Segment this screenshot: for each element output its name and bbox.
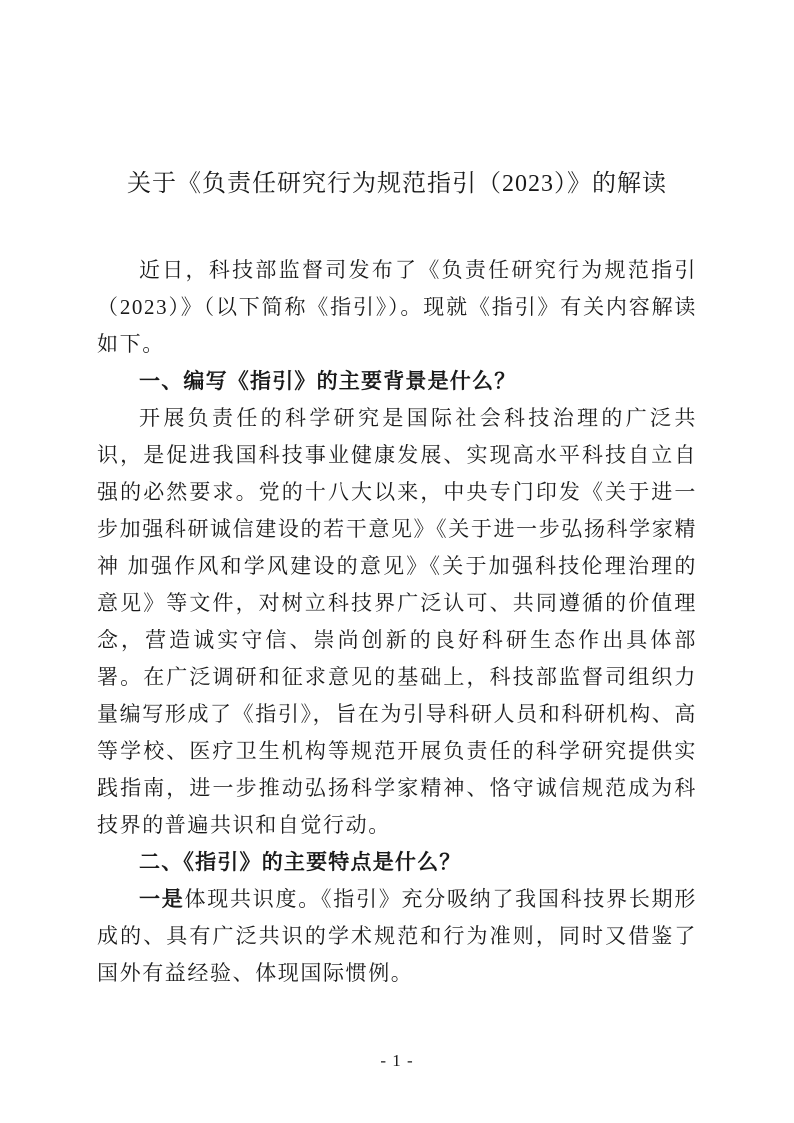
section-1-paragraph: 开展负责任的科学研究是国际社会科技治理的广泛共识，是促进我国科技事业健康发展、实现高水平科技自立自强的必然要求。党的十八大以来，中央专门印发《关于进一步加强科研诚信建设的若干意见》《关于进一步弘扬科学家精神 加强作风和学风建设的意见》《关于加强科技伦理治理的意见》等文件，对树立科技界广泛认可、共同遵循的价值理念，营造诚实守信、崇尚创新的良好科研生态作出具体部署。在广泛调研和征求意见的基础上，科技部监督司组织力量编写形成了《指引》，旨在为引导科研人员和科研机构、高等学校、医疗卫生机构等规范开展负责任的科学研究提供实践指南，进一步推动弘扬科学家精神、恪守诚信规范成为科技界的普遍共识和自觉行动。 bbox=[97, 406, 697, 837]
point-1-lead: 一是 bbox=[139, 888, 185, 911]
section-2-heading: 二、《指引》的主要特点是什么？ bbox=[139, 851, 462, 874]
page-number: - 1 - bbox=[380, 1051, 414, 1070]
intro-paragraph: 近日，科技部监督司发布了《负责任研究行为规范指引（2023）》（以下简称《指引》）。现就《指引》有关内容解读如下。 bbox=[97, 258, 697, 356]
section-1-heading: 一、编写《指引》的主要背景是什么？ bbox=[139, 370, 517, 393]
point-1-text: 体现共识度。《指引》充分吸纳了我国科技界长期形成的、具有广泛共识的学术规范和行为准则，同时又借鉴了国外有益经验、体现国际惯例。 bbox=[97, 887, 697, 985]
point-1-paragraph bbox=[97, 881, 697, 992]
document-title: 关于《负责任研究行为规范指引（2023）》的解读 bbox=[127, 171, 667, 197]
